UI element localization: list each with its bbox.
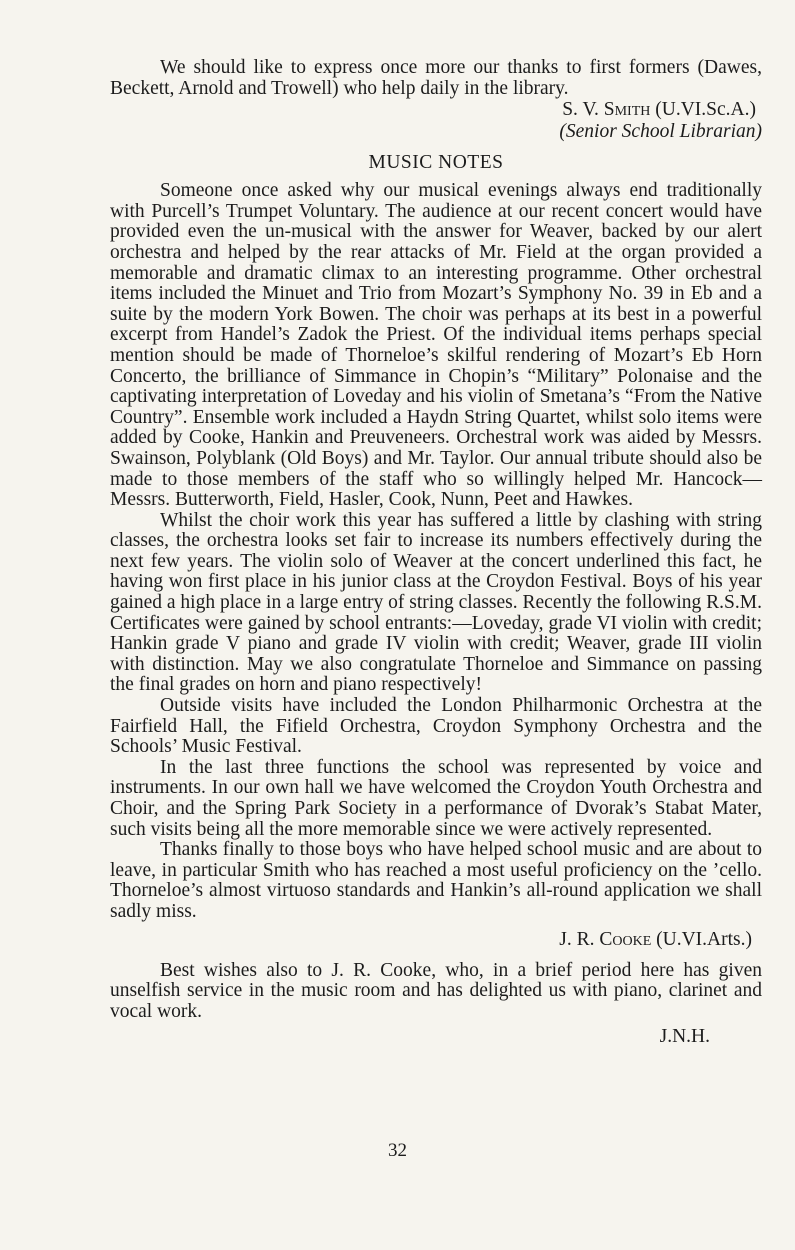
library-section: [110, 58, 762, 1048]
librarian-initials: S. V.: [562, 99, 599, 121]
music-signature-form: (U.VI.Arts.): [656, 928, 752, 950]
music-paragraph: Outside visits have included the London Philharmonic Orchestra at the Fairfield Hall, the Fifield Orchestra, Croydon Symphony Orchestra and the Schools’ Music Festival.: [110, 695, 762, 758]
music-notes-body: [110, 181, 762, 922]
section-heading: MUSIC NOTES: [368, 152, 504, 174]
librarian-signature: [110, 99, 762, 121]
page-number: 32: [388, 1140, 407, 1161]
library-thanks-paragraph: We should like to express once more our thanks to first formers (Dawes, Beckett, Arnold and Trowell) who help daily in the library.: [110, 57, 762, 99]
music-signature-initials: J. R.: [559, 928, 595, 950]
postscript-signature: J.N.H.: [659, 1026, 710, 1048]
librarian-name: Smith: [603, 99, 651, 121]
librarian-form: (U.VI.Sc.A.): [655, 99, 756, 121]
music-paragraph: Whilst the choir work this year has suffered a little by clashing with string classes, the orchestra looks set fair to increase its numbers effectively during the next few years. The violin solo of Weaver at the concert underlined this fact, he having won first place in his junior class at the Croydon Festival. Boys of his year gained a high place in a large entry of string classes. Recently the following R.S.M. Certificates were gained by school entrants:—Loveday, grade VI violin with credit; Hankin grade V piano and grade IV violin with credit; Weaver, grade III violin with distinction. May we also congratulate Thorneloe and Simmance on passing the final grades on horn and piano respectively!: [110, 509, 762, 696]
librarian-role: (Senior School Librarian): [559, 121, 762, 143]
music-paragraph: Thanks finally to those boys who have helped school music and are about to leave, in particular Smith who has reached a most useful proficiency on the ’cello. Thorneloe’s almost virtuoso standards and Hankin’s all-round application we shall sadly miss.: [110, 839, 762, 922]
postscript-paragraph: Best wishes also to J. R. Cooke, who, in a brief period here has given unselfish service in the music room and has delighted us with piano, clarinet and vocal work.: [110, 959, 762, 1022]
music-signature: [110, 929, 762, 951]
music-paragraph: Someone once asked why our musical evenings always end traditionally with Purcell’s Trumpet Voluntary. The audience at our recent concert would have provided even the un-musical with the answer for Weaver, backed by our alert orchestra and helped by the rear attacks of Mr. Field at the organ provided a memorable and dramatic climax to an interesting programme. Other orchestral items included the Minuet and Trio from Mozart’s Symphony No. 39 in Eb and a suite by the modern York Bowen. The choir was perhaps at its best in a powerful excerpt from Handel’s Zadok the Priest. Of the individual items perhaps special mention should be made of Thorneloe’s skilful rendering of Mozart’s Eb Horn Concerto, the brilliance of Simmance in Chopin’s “Military” Polonaise and the captivating interpretation of Loveday and his violin of Smetana’s “From the Native Country”. Ensemble work included a Haydn String Quartet, whilst solo items were added by Cooke, Hankin and Preuveneers. Orchestral work was aided by Messrs. Swainson, Polyblank (Old Boys) and Mr. Taylor. Our annual tribute should also be made to those members of the staff who so willingly helped Mr. Hancock—Messrs. Butterworth, Field, Hasler, Cook, Nunn, Peet and Hawkes.: [110, 180, 762, 511]
music-signature-name: Cooke: [599, 928, 652, 950]
music-paragraph: In the last three functions the school was represented by voice and instruments. In our own hall we have welcomed the Croydon Youth Orchestra and Choir, and the Spring Park Society in a performance of Dvorak’s Stabat Mater, such visits being all the more memorable since we were actively represented.: [110, 756, 762, 840]
